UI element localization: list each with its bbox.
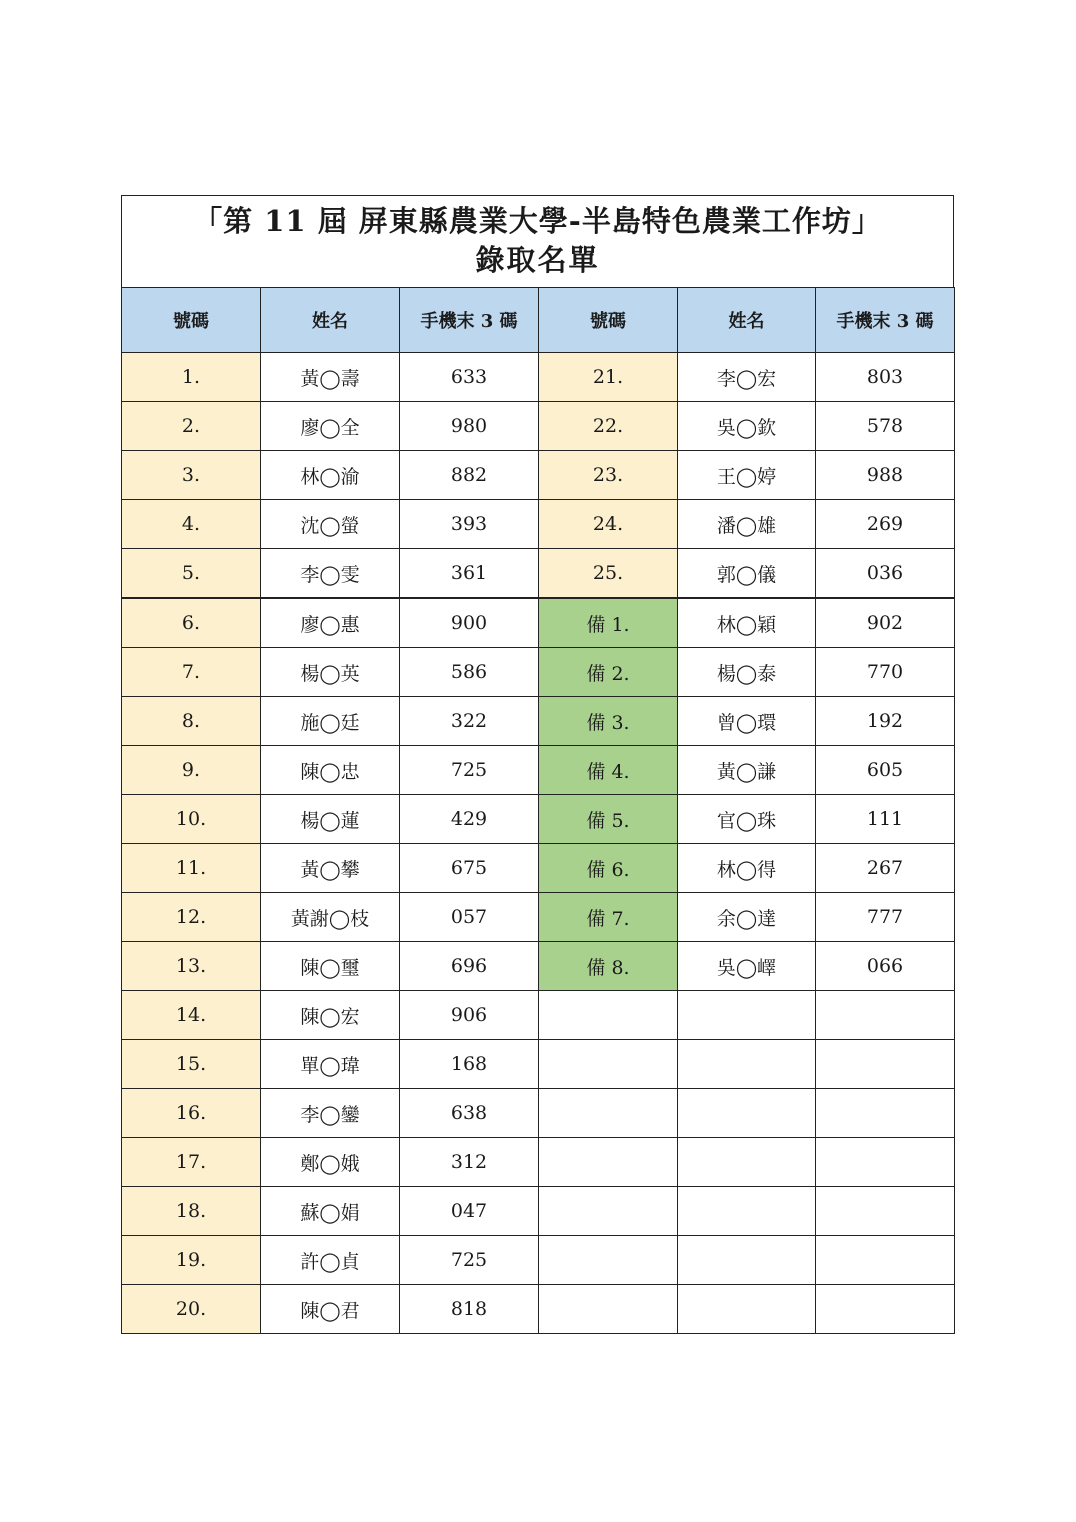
cell-empty [816, 1236, 955, 1285]
cell-phone: 770 [816, 648, 955, 697]
cell-name: 黃謝◯枝 [261, 893, 400, 942]
cell-name: 沈◯螢 [261, 500, 400, 549]
cell-name: 單◯瑋 [261, 1040, 400, 1089]
table-row [122, 1138, 955, 1187]
cell-name: 黃◯攀 [261, 844, 400, 893]
cell-name: 陳◯君 [261, 1285, 400, 1334]
cell-name: 林◯得 [678, 844, 816, 893]
cell-empty [816, 1138, 955, 1187]
cell-number: 13. [122, 942, 261, 991]
table-row [122, 353, 955, 402]
cell-empty [539, 1040, 678, 1089]
cell-phone: 578 [816, 402, 955, 451]
table-row [122, 942, 955, 991]
table-row [122, 697, 955, 746]
cell-phone: 906 [400, 991, 539, 1040]
cell-name: 黃◯壽 [261, 353, 400, 402]
cell-empty [816, 991, 955, 1040]
cell-name: 鄭◯娥 [261, 1138, 400, 1187]
cell-number: 14. [122, 991, 261, 1040]
cell-name: 吳◯嶧 [678, 942, 816, 991]
cell-number: 20. [122, 1285, 261, 1334]
cell-name: 許◯貞 [261, 1236, 400, 1285]
cell-number: 25. [539, 549, 678, 599]
table-row [122, 598, 955, 648]
cell-number: 7. [122, 648, 261, 697]
cell-phone: 633 [400, 353, 539, 402]
cell-empty [539, 1236, 678, 1285]
header-name: 姓名 [261, 288, 400, 353]
cell-number: 18. [122, 1187, 261, 1236]
cell-empty [678, 991, 816, 1040]
cell-number: 21. [539, 353, 678, 402]
cell-empty [678, 1187, 816, 1236]
cell-number: 24. [539, 500, 678, 549]
cell-number: 8. [122, 697, 261, 746]
cell-number: 22. [539, 402, 678, 451]
cell-phone: 267 [816, 844, 955, 893]
table-row [122, 451, 955, 500]
cell-phone: 361 [400, 549, 539, 599]
cell-phone: 675 [400, 844, 539, 893]
cell-empty [816, 1089, 955, 1138]
cell-name: 蘇◯娟 [261, 1187, 400, 1236]
cell-number: 備 8. [539, 942, 678, 991]
cell-phone: 429 [400, 795, 539, 844]
table-row [122, 893, 955, 942]
cell-name: 官◯珠 [678, 795, 816, 844]
cell-number: 備 1. [539, 598, 678, 648]
cell-name: 陳◯宏 [261, 991, 400, 1040]
cell-number: 12. [122, 893, 261, 942]
cell-number: 23. [539, 451, 678, 500]
table-body [122, 353, 955, 1334]
header-name: 姓名 [678, 288, 816, 353]
cell-name: 黃◯謙 [678, 746, 816, 795]
cell-phone: 269 [816, 500, 955, 549]
table-row [122, 1187, 955, 1236]
table-row [122, 1040, 955, 1089]
cell-name: 楊◯蓮 [261, 795, 400, 844]
cell-name: 林◯渝 [261, 451, 400, 500]
title-sub: 錄取名單 [475, 243, 600, 277]
cell-number: 16. [122, 1089, 261, 1138]
cell-phone: 047 [400, 1187, 539, 1236]
cell-number: 15. [122, 1040, 261, 1089]
cell-name: 施◯廷 [261, 697, 400, 746]
cell-name: 陳◯忠 [261, 746, 400, 795]
cell-name: 郭◯儀 [678, 549, 816, 599]
title-main: 「第 11 屆 屏東縣農業大學-半島特色農業工作坊」 [193, 204, 882, 238]
cell-phone: 312 [400, 1138, 539, 1187]
table-row [122, 844, 955, 893]
cell-phone: 988 [816, 451, 955, 500]
cell-number: 2. [122, 402, 261, 451]
cell-number: 備 2. [539, 648, 678, 697]
cell-number: 備 6. [539, 844, 678, 893]
cell-name: 陳◯璽 [261, 942, 400, 991]
cell-number: 11. [122, 844, 261, 893]
table-row [122, 500, 955, 549]
cell-number: 5. [122, 549, 261, 599]
admission-table [121, 287, 955, 1334]
cell-empty [678, 1138, 816, 1187]
cell-phone: 725 [400, 746, 539, 795]
cell-name: 李◯鑾 [261, 1089, 400, 1138]
header-phone: 手機末 3 碼 [400, 288, 539, 353]
table-row [122, 402, 955, 451]
cell-number: 17. [122, 1138, 261, 1187]
cell-empty [539, 991, 678, 1040]
cell-number: 9. [122, 746, 261, 795]
cell-number: 備 4. [539, 746, 678, 795]
cell-number: 備 3. [539, 697, 678, 746]
table-row [122, 795, 955, 844]
cell-phone: 638 [400, 1089, 539, 1138]
cell-phone: 818 [400, 1285, 539, 1334]
table-row [122, 1236, 955, 1285]
cell-empty [678, 1236, 816, 1285]
cell-phone: 803 [816, 353, 955, 402]
cell-empty [816, 1187, 955, 1236]
cell-phone: 586 [400, 648, 539, 697]
cell-empty [539, 1138, 678, 1187]
cell-number: 備 7. [539, 893, 678, 942]
cell-phone: 777 [816, 893, 955, 942]
cell-phone: 393 [400, 500, 539, 549]
cell-name: 林◯穎 [678, 598, 816, 648]
cell-phone: 605 [816, 746, 955, 795]
cell-phone: 057 [400, 893, 539, 942]
cell-name: 李◯宏 [678, 353, 816, 402]
title-box [121, 195, 954, 287]
cell-name: 廖◯全 [261, 402, 400, 451]
cell-name: 楊◯英 [261, 648, 400, 697]
cell-phone: 696 [400, 942, 539, 991]
cell-number: 4. [122, 500, 261, 549]
cell-name: 楊◯泰 [678, 648, 816, 697]
cell-phone: 111 [816, 795, 955, 844]
cell-phone: 066 [816, 942, 955, 991]
cell-phone: 980 [400, 402, 539, 451]
cell-phone: 322 [400, 697, 539, 746]
cell-number: 19. [122, 1236, 261, 1285]
table-row [122, 549, 955, 599]
cell-name: 廖◯惠 [261, 598, 400, 648]
header-phone: 手機末 3 碼 [816, 288, 955, 353]
cell-name: 李◯雯 [261, 549, 400, 599]
cell-empty [539, 1187, 678, 1236]
cell-name: 王◯婷 [678, 451, 816, 500]
header-number: 號碼 [539, 288, 678, 353]
cell-name: 吳◯欽 [678, 402, 816, 451]
cell-phone: 168 [400, 1040, 539, 1089]
cell-empty [539, 1089, 678, 1138]
cell-number: 6. [122, 598, 261, 648]
table-row [122, 991, 955, 1040]
cell-empty [816, 1285, 955, 1334]
cell-number: 備 5. [539, 795, 678, 844]
cell-number: 1. [122, 353, 261, 402]
table-row [122, 746, 955, 795]
cell-name: 潘◯雄 [678, 500, 816, 549]
header-row [122, 288, 955, 353]
cell-empty [539, 1285, 678, 1334]
table-row [122, 1285, 955, 1334]
cell-phone: 902 [816, 598, 955, 648]
cell-name: 曾◯環 [678, 697, 816, 746]
cell-name: 余◯達 [678, 893, 816, 942]
cell-phone: 900 [400, 598, 539, 648]
table-row [122, 648, 955, 697]
cell-phone: 725 [400, 1236, 539, 1285]
cell-phone: 192 [816, 697, 955, 746]
cell-empty [678, 1089, 816, 1138]
table-row [122, 1089, 955, 1138]
cell-phone: 036 [816, 549, 955, 599]
header-number: 號碼 [122, 288, 261, 353]
cell-empty [678, 1040, 816, 1089]
admission-sheet [121, 195, 954, 1334]
cell-number: 10. [122, 795, 261, 844]
cell-number: 3. [122, 451, 261, 500]
cell-empty [678, 1285, 816, 1334]
cell-phone: 882 [400, 451, 539, 500]
cell-empty [816, 1040, 955, 1089]
